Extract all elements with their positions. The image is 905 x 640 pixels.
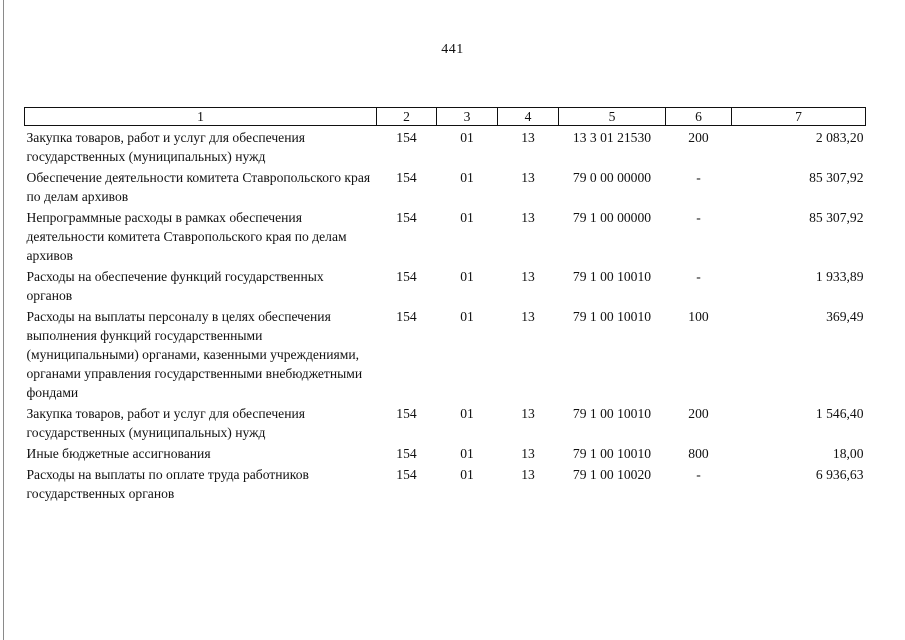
row-amount: 85 307,92 [809, 170, 864, 185]
table-row [25, 265, 866, 305]
table-row [25, 402, 866, 442]
header-col-5: 5 [559, 108, 666, 126]
row-ministry: 154 [396, 467, 417, 482]
table-row [25, 126, 866, 167]
row-section: 01 [460, 446, 474, 461]
row-ministry: 154 [396, 309, 417, 324]
page-left-edge-line [3, 0, 4, 640]
row-name: Закупка товаров, работ и услуг для обеспечения государственных (муниципальных) нужд [26, 406, 305, 440]
row-section: 01 [460, 406, 474, 421]
row-type: - [696, 210, 701, 225]
row-type: - [696, 269, 701, 284]
page-number: 441 [441, 42, 464, 57]
row-name: Иные бюджетные ассигнования [26, 446, 211, 461]
row-subsection: 13 [521, 406, 535, 421]
row-ministry: 154 [396, 269, 417, 284]
row-subsection: 13 [521, 210, 535, 225]
row-name: Расходы на выплаты по оплате труда работников государственных органов [26, 467, 309, 501]
row-amount: 369,49 [826, 309, 864, 324]
row-subsection: 13 [521, 170, 535, 185]
header-col-7: 7 [732, 108, 866, 126]
row-ministry: 154 [396, 446, 417, 461]
row-amount: 85 307,92 [809, 210, 864, 225]
row-section: 01 [460, 467, 474, 482]
row-name: Непрограммные расходы в рамках обеспечения деятельности комитета Ставропольского края по делам архивов [26, 210, 347, 263]
table-row [25, 305, 866, 402]
header-col-4: 4 [498, 108, 559, 126]
header-col-6: 6 [666, 108, 732, 126]
table-row [25, 206, 866, 265]
row-amount: 2 083,20 [815, 130, 864, 145]
row-target: 79 1 00 00000 [572, 210, 652, 225]
row-section: 01 [460, 269, 474, 284]
row-subsection: 13 [521, 269, 535, 284]
row-name: Обеспечение деятельности комитета Ставропольского края по делам архивов [26, 170, 371, 204]
row-subsection: 13 [521, 130, 535, 145]
table-header [25, 108, 866, 126]
row-type: 200 [688, 406, 709, 421]
table-body [25, 126, 866, 504]
row-target: 79 0 00 00000 [572, 170, 652, 185]
row-subsection: 13 [521, 467, 535, 482]
row-subsection: 13 [521, 446, 535, 461]
row-amount: 1 933,89 [815, 269, 864, 284]
row-section: 01 [460, 309, 474, 324]
row-type: 800 [688, 446, 709, 461]
row-target: 79 1 00 10010 [572, 406, 652, 421]
row-ministry: 154 [396, 406, 417, 421]
row-ministry: 154 [396, 130, 417, 145]
row-name: Расходы на выплаты персоналу в целях обеспечения выполнения функций государственными (муниципальными) органами, казенными учреждениями, органами управления государственными внебюджетными фондами [26, 309, 363, 400]
row-type: 100 [688, 309, 709, 324]
header-row [25, 108, 866, 126]
row-name: Закупка товаров, работ и услуг для обеспечения государственных (муниципальных) нужд [26, 130, 305, 164]
row-type: - [696, 170, 701, 185]
row-section: 01 [460, 170, 474, 185]
table-row [25, 463, 866, 503]
row-target: 79 1 00 10010 [572, 309, 652, 324]
row-ministry: 154 [396, 210, 417, 225]
row-subsection: 13 [521, 309, 535, 324]
row-section: 01 [460, 130, 474, 145]
row-target: 13 3 01 21530 [572, 130, 652, 145]
row-ministry: 154 [396, 170, 417, 185]
table-row [25, 442, 866, 463]
row-amount: 1 546,40 [815, 406, 864, 421]
header-col-1: 1 [25, 108, 377, 126]
row-amount: 6 936,63 [815, 467, 864, 482]
row-target: 79 1 00 10010 [572, 446, 652, 461]
row-amount: 18,00 [832, 446, 864, 461]
header-col-3: 3 [437, 108, 498, 126]
row-name: Расходы на обеспечение функций государственных органов [26, 269, 324, 303]
row-target: 79 1 00 10020 [572, 467, 652, 482]
row-type: 200 [688, 130, 709, 145]
row-target: 79 1 00 10010 [572, 269, 652, 284]
budget-table [24, 107, 866, 503]
header-col-2: 2 [377, 108, 437, 126]
row-section: 01 [460, 210, 474, 225]
row-type: - [696, 467, 701, 482]
table-row [25, 166, 866, 206]
